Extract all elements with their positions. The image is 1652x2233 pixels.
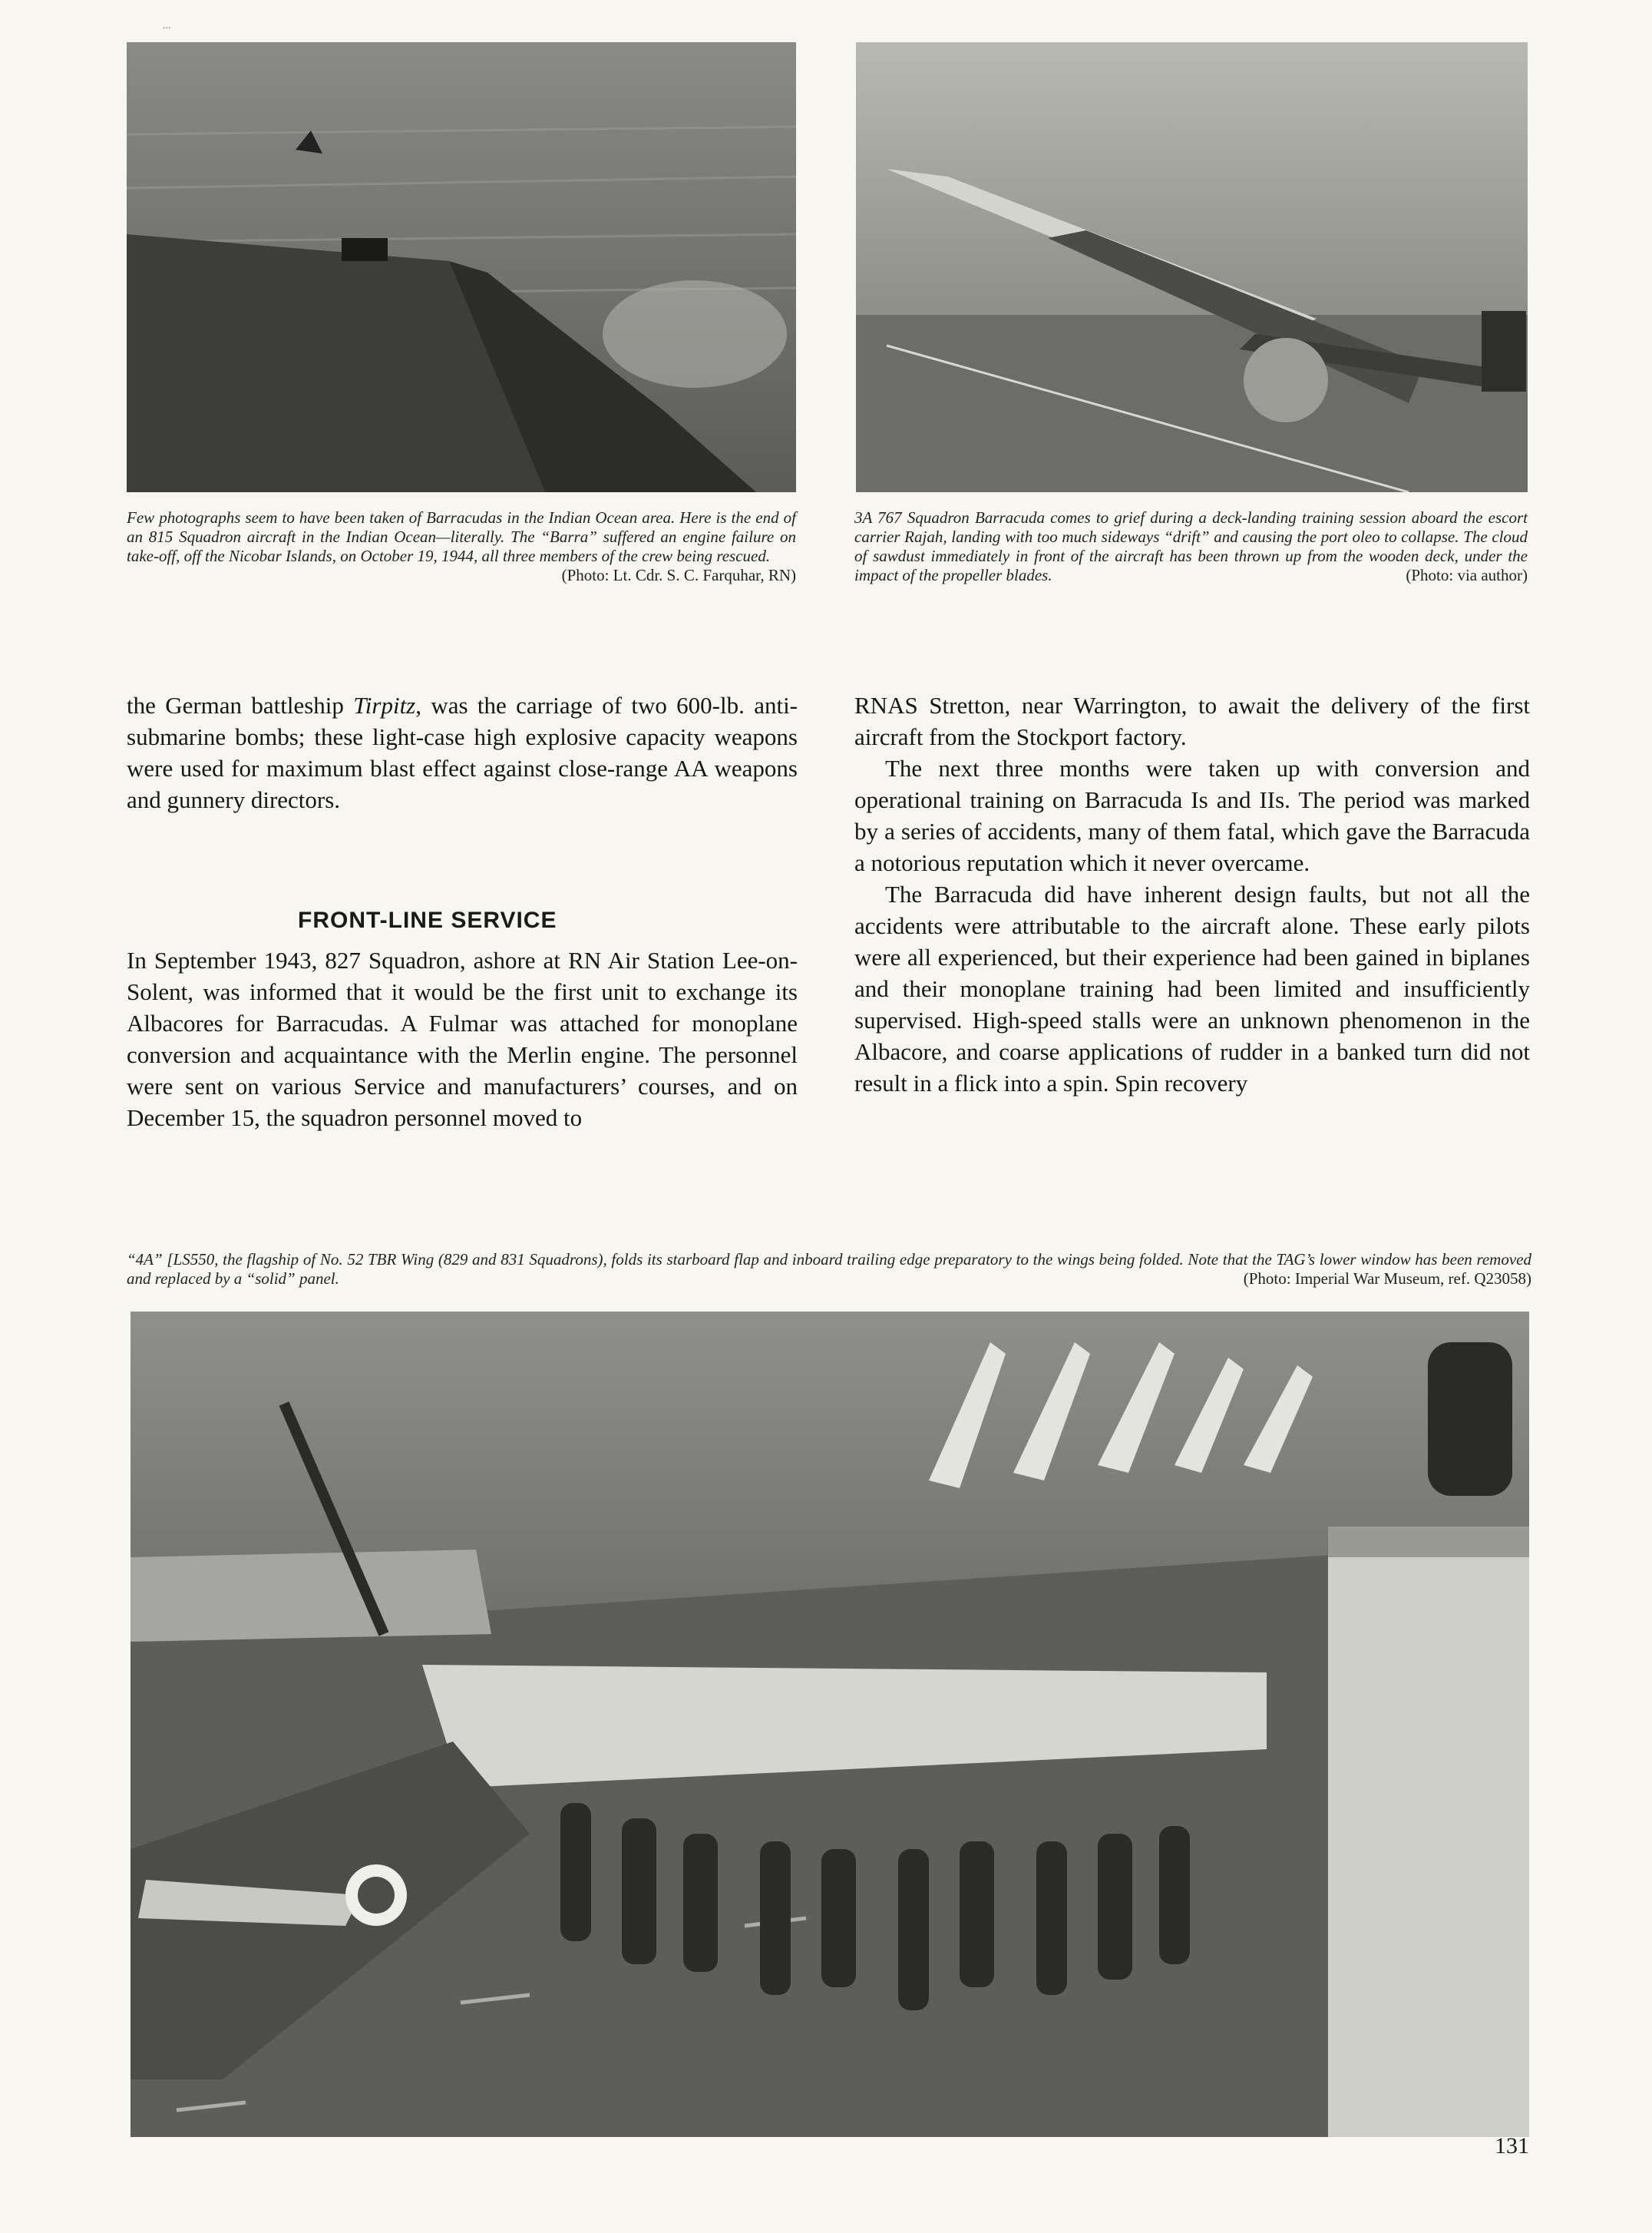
photo-credit: (Photo: Lt. Cdr. S. C. Farquhar, RN) xyxy=(561,566,796,584)
paragraph: RNAS Stretton, near Warrington, to await the delivery of the first aircraft from the Stockport factory. xyxy=(854,692,1530,750)
paragraph: The next three months were taken up with conversion and operational training on Barracuda Is and IIs. The period was marked by a series of accidents, many of them fatal, which gave the Barracuda a notorious reputation which it never overcame. xyxy=(854,755,1530,876)
article-left-column-section xyxy=(127,944,798,1133)
scan-mark: ... xyxy=(163,20,171,31)
article-right-column xyxy=(854,690,1530,1099)
photo-flight-deck-crew xyxy=(131,1312,1529,2137)
paragraph: In September 1943, 827 Squadron, ashore at RN Air Station Lee-on-Solent, was informed that it would be the first unit to exchange its Albacores for Barracudas. A Fulmar was attached for monoplane conversion and acquaintance with the Merlin engine. The personnel were sent on various Service and manufacturers’ courses, and on December 15, the squadron personnel moved to xyxy=(127,947,798,1131)
paragraph: The Barracuda did have inherent design faults, but not all the accidents were attributable to the aircraft alone. These early pilots were all experienced, but their experience had been gained in biplanes and their monoplane training had been limited and insufficiently supervised. High-speed stalls were an unknown phenomenon in the Albacore, and coarse applications of rudder in a banked turn did not result in a flick into a spin. Spin recovery xyxy=(854,881,1530,1097)
caption-deck-landing-accident: 3A 767 Squadron Barracuda comes to grief during a deck-landing training session aboard the escort carrier Rajah, landing with too much sideways “drift” and causing the port oleo to collapse. The cloud of sawdust immediately in front of the aircraft has been thrown up from the wooden deck, under the impact of the propeller blades. (Photo: via author) xyxy=(854,508,1528,584)
section-heading: FRONT-LINE SERVICE xyxy=(298,908,557,933)
photo-credit: (Photo: via author) xyxy=(1406,566,1528,584)
article-left-column xyxy=(127,690,798,815)
ship-name: Tirpitz xyxy=(353,692,416,719)
photo-ditched-barracuda xyxy=(127,42,796,492)
photo-deck-landing-accident xyxy=(856,42,1528,492)
page-number: 131 xyxy=(1495,2133,1529,2159)
caption-ditched-barracuda: Few photographs seem to have been taken of Barracudas in the Indian Ocean area. Here is the end of an 815 Squadron aircraft in the Indian Ocean—literally. The “Barra” suffered an engine failure on take-off, off the Nicobar Islands, on October 19, 1944, all three members of the crew being rescued. (Photo: Lt. Cdr. S. C. Farquhar, RN) xyxy=(127,508,796,584)
caption-flagship-wing-fold: “4A” [LS550, the flagship of No. 52 TBR Wing (829 and 831 Squadrons), folds its starboard flap and inboard trailing edge preparatory to the wings being folded. Note that the TAG’s lower window has been removed and replaced by a “solid” panel. (Photo: Imperial War Museum, ref. Q23058) xyxy=(127,1250,1531,1288)
paragraph: the German battleship Tirpitz, was the carriage of two 600-lb. anti-submarine bombs; these light-case high explosive capacity weapons were used for maximum blast effect against close-range AA weapons and gunnery directors. xyxy=(127,692,798,813)
photo-credit: (Photo: Imperial War Museum, ref. Q23058) xyxy=(1243,1269,1531,1288)
